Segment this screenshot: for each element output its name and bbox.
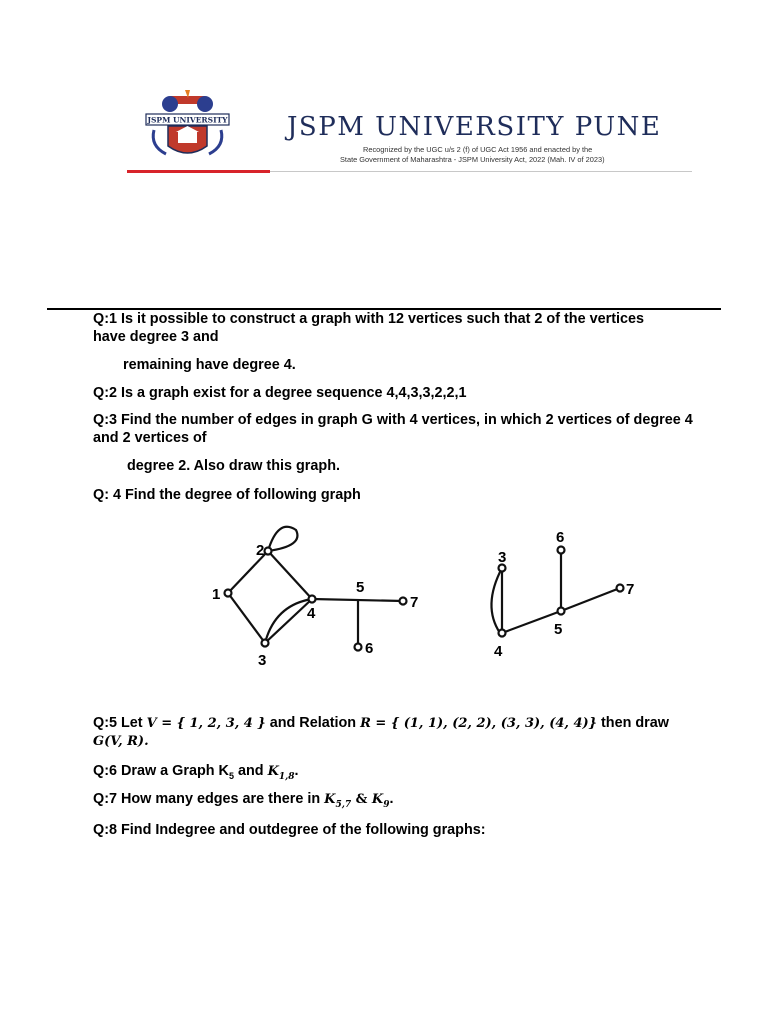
question-1-continued: remaining have degree 4.	[123, 357, 296, 373]
edge-1-3	[228, 593, 265, 643]
question-5	[93, 714, 669, 733]
label-5r: 5	[554, 621, 563, 638]
q7-sub-1: 5,7	[335, 799, 352, 810]
loop-2	[268, 527, 297, 551]
question-8: Q:8 Find Indegree and outdegree of the following graphs:	[93, 822, 486, 838]
vertex-2	[265, 548, 272, 555]
label-6r: 6	[556, 529, 565, 546]
q7-k2: K	[371, 792, 384, 807]
q6-k: K	[267, 764, 279, 779]
q5-relation: R = { (1, 1), (2, 2), (3, 3), (4, 4)}	[360, 716, 598, 731]
question-6	[93, 762, 299, 786]
university-logo	[140, 86, 235, 166]
label-7r: 7	[626, 581, 635, 598]
label-5: 5	[356, 579, 365, 596]
q7-amp: &	[351, 792, 372, 807]
question-7	[93, 790, 393, 814]
vertex-6	[355, 644, 362, 651]
label-4r: 4	[494, 643, 503, 660]
vertex-7	[400, 598, 407, 605]
q7-sub-2: 9	[383, 799, 390, 810]
label-3: 3	[258, 652, 267, 669]
label-7: 7	[410, 594, 419, 611]
q6-end: .	[294, 763, 299, 779]
vertex-3	[262, 640, 269, 647]
q5-graph: G(V, R).	[93, 734, 149, 749]
recognition-line-1: Recognized by the UGC u/s 2 (f) of UGC Act 1956 and enacted by the	[363, 145, 593, 154]
edge-2-4	[268, 551, 312, 599]
q5-mid: and Relation	[265, 715, 361, 731]
university-title: JSPM UNIVERSITY PUNE	[287, 112, 662, 142]
question-4-graphs	[170, 510, 640, 685]
q5-vertex-set: V = { 1, 2, 3, 4 }	[146, 716, 266, 731]
q7-prefix: Q:7 How many edges are there in	[93, 791, 325, 807]
vertex-1	[225, 590, 232, 597]
header-accent-line	[127, 170, 270, 173]
q5-prefix: Q:5 Let	[93, 715, 147, 731]
edge-3-4-curve	[491, 568, 502, 633]
question-4: Q: 4 Find the degree of following graph	[93, 487, 361, 503]
q7-end: .	[389, 791, 394, 807]
logo-text: JSPM UNIVERSITY	[147, 115, 228, 125]
question-2: Q:2 Is a graph exist for a degree sequence 4,4,3,3,2,2,1	[93, 385, 467, 401]
q7-k1: K	[324, 792, 336, 807]
vertex-4	[309, 596, 316, 603]
q6-prefix: Q:6 Draw a Graph K	[93, 763, 229, 779]
label-6: 6	[365, 640, 374, 657]
q5-suffix: then draw	[597, 715, 669, 731]
edge-4-5	[502, 611, 561, 633]
question-1: Q:1 Is it possible to construct a graph with 12 vertices such that 2 of the vertices have degree 3 and	[93, 311, 644, 345]
label-2: 2	[256, 542, 265, 559]
edge-3-4	[265, 599, 312, 643]
q6-mid: and	[233, 763, 268, 779]
vertex-6	[558, 547, 565, 554]
vertex-7	[617, 585, 624, 592]
edge-5-7	[561, 588, 620, 611]
question-3: Q:3 Find the number of edges in graph G with 4 vertices, in which 2 vertices of degree 4 and 2 vertices of	[93, 412, 693, 446]
q6-sub-2: 1,8	[278, 771, 295, 782]
label-4: 4	[307, 605, 316, 622]
question-5-continued	[93, 732, 149, 751]
label-3r: 3	[498, 549, 507, 566]
left-graph	[225, 527, 407, 651]
question-3-continued: degree 2. Also draw this graph.	[127, 458, 340, 474]
header-divider-line	[270, 171, 692, 172]
q6-sub-1: 5	[228, 770, 234, 781]
vertex-4	[499, 630, 506, 637]
label-1: 1	[212, 586, 221, 603]
vertex-5	[558, 608, 565, 615]
recognition-line-2: State Government of Maharashtra - JSPM University Act, 2022 (Mah. IV of 2023)	[340, 155, 605, 164]
